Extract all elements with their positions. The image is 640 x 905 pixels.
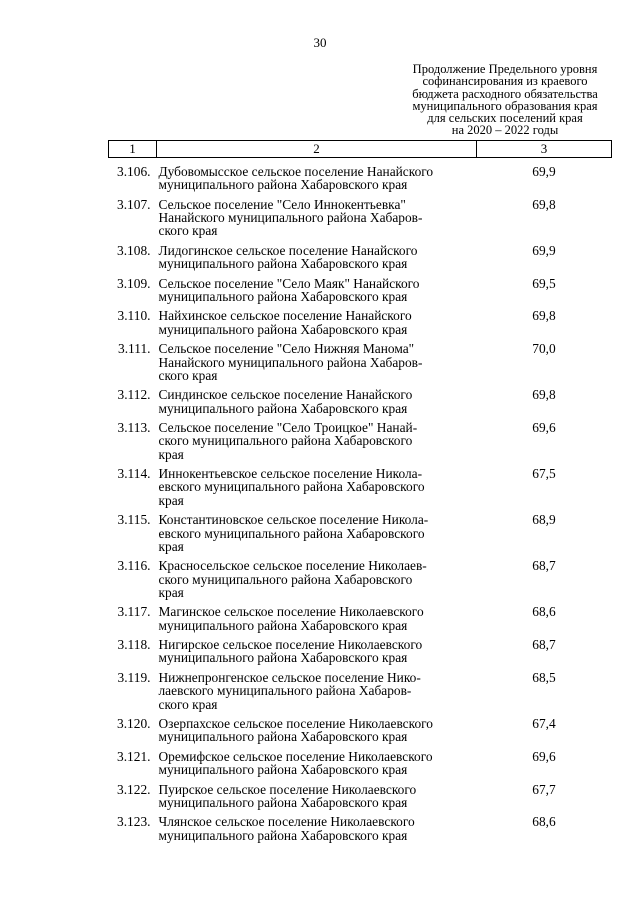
cofinancing-value: 69,8 <box>532 387 556 403</box>
settlement-name <box>157 342 477 388</box>
settlement-name-line: Сельское поселение "Село Троицкое" Нанай- <box>158 420 418 436</box>
row-number: 3.123. <box>117 814 151 830</box>
row-number: 3.121. <box>117 748 151 764</box>
row-number: 3.120. <box>117 716 151 732</box>
table-row <box>109 559 612 605</box>
row-number: 3.107. <box>117 196 151 212</box>
settlement-name-line: Нанайского муниципального района Хабаров- <box>158 354 423 370</box>
settlement-name <box>157 198 477 244</box>
table-row <box>109 158 612 198</box>
settlement-name-line: Сельское поселение "Село Маяк" Нанайского <box>158 275 420 291</box>
cofinancing-value: 68,5 <box>532 669 556 685</box>
table-row <box>109 309 612 342</box>
settlement-name-line: муниципального района Хабаровского края <box>158 321 408 337</box>
settlement-name <box>157 388 477 421</box>
caption-line: софинансирования из краевого <box>422 74 588 89</box>
settlement-name-line: муниципального района Хабаровского края <box>158 729 408 745</box>
allocation-table <box>108 140 612 848</box>
settlement-name <box>157 815 477 848</box>
settlement-name-line: Сельское поселение "Село Иннокентьевка" <box>158 196 406 212</box>
caption-line: на 2020 – 2022 годы <box>451 123 559 138</box>
settlement-name-line: края <box>158 584 184 600</box>
settlement-name-line: муниципального района Хабаровского края <box>158 256 408 272</box>
settlement-name-line: Нигирское сельское поселение Николаевского <box>158 637 423 653</box>
cofinancing-value: 69,6 <box>532 748 556 764</box>
table-header-row <box>109 141 612 158</box>
settlement-name <box>157 277 477 310</box>
table-caption <box>390 63 620 137</box>
row-number: 3.118. <box>117 637 151 653</box>
settlement-name <box>157 158 477 198</box>
row-number: 3.122. <box>117 781 151 797</box>
settlement-name-line: муниципального района Хабаровского края <box>158 177 408 193</box>
header-col-number: 1 <box>109 141 157 158</box>
settlement-name-line: Сельское поселение "Село Нижняя Манома" <box>158 341 415 357</box>
settlement-name-line: Найхинское сельское поселение Нанайского <box>158 308 412 324</box>
row-number: 3.116. <box>117 558 151 574</box>
header-col-value: 3 <box>477 141 612 158</box>
row-number: 3.114. <box>117 466 151 482</box>
settlement-name <box>157 605 477 638</box>
settlement-name-line: муниципального района Хабаровского края <box>158 288 408 304</box>
table-row <box>109 244 612 277</box>
settlement-name-line: Синдинское сельское поселение Нанайского <box>158 387 413 403</box>
cofinancing-value: 68,6 <box>532 604 556 620</box>
settlement-name-line: муниципального района Хабаровского края <box>158 650 408 666</box>
settlement-name-line: Пуирское сельское поселение Николаевского <box>158 781 417 797</box>
table-row <box>109 388 612 421</box>
cofinancing-value: 69,8 <box>532 196 556 212</box>
settlement-name-line: ского муниципального района Хабаровского <box>158 571 413 587</box>
settlement-name <box>157 717 477 750</box>
cofinancing-value: 69,5 <box>532 275 556 291</box>
cofinancing-value: 70,0 <box>532 341 556 357</box>
cofinancing-value: 68,9 <box>532 512 556 528</box>
settlement-name-line: муниципального района Хабаровского края <box>158 762 408 778</box>
settlement-name-line: муниципального района Хабаровского края <box>158 400 408 416</box>
table-row <box>109 277 612 310</box>
settlement-name-line: Члянское сельское поселение Николаевского <box>158 814 415 830</box>
settlement-name-line: Оремифское сельское поселение Николаевского <box>158 748 433 764</box>
cofinancing-value: 69,9 <box>532 242 556 258</box>
row-number: 3.111. <box>118 341 151 357</box>
settlement-name <box>157 750 477 783</box>
row-number: 3.115. <box>117 512 151 528</box>
settlement-name-line: ского края <box>158 367 218 383</box>
row-number: 3.108. <box>117 242 151 258</box>
row-number: 3.117. <box>117 604 151 620</box>
table-row <box>109 467 612 513</box>
caption-line: муниципального образования края <box>412 98 598 113</box>
settlement-name <box>157 513 477 559</box>
table-body <box>109 158 612 849</box>
caption-line: бюджета расходного обязательства <box>412 86 598 101</box>
cofinancing-value: 69,6 <box>532 420 556 436</box>
table-row <box>109 671 612 717</box>
settlement-name-line: евского муниципального района Хабаровского <box>158 525 425 541</box>
settlement-name-line: муниципального района Хабаровского края <box>158 794 408 810</box>
settlement-name-line: края <box>158 446 184 462</box>
header-col-name: 2 <box>157 141 477 158</box>
table-row <box>109 198 612 244</box>
settlement-name-line: Нанайского муниципального района Хабаров- <box>158 210 423 226</box>
cofinancing-value: 69,8 <box>532 308 556 324</box>
settlement-name-line: муниципального района Хабаровского края <box>158 617 408 633</box>
settlement-name-line: Озерпахское сельское поселение Николаевского <box>158 716 433 732</box>
table-row <box>109 638 612 671</box>
table-row <box>109 717 612 750</box>
settlement-name <box>157 421 477 467</box>
row-number: 3.106. <box>117 164 151 179</box>
settlement-name <box>157 309 477 342</box>
settlement-name <box>157 671 477 717</box>
table-row <box>109 513 612 559</box>
settlement-name-line: Магинское сельское поселение Николаевского <box>158 604 424 620</box>
table-row <box>109 783 612 816</box>
table-row <box>109 750 612 783</box>
settlement-name-line: Иннокентьевское сельское поселение Никола- <box>158 466 423 482</box>
table-row <box>109 815 612 848</box>
settlement-name <box>157 638 477 671</box>
row-number: 3.109. <box>117 275 151 291</box>
settlement-name-line: края <box>158 538 184 554</box>
settlement-name-line: Константиновское сельское поселение Никола- <box>158 512 429 528</box>
settlement-name-line: ского муниципального района Хабаровского <box>158 433 413 449</box>
cofinancing-value: 69,9 <box>532 164 556 179</box>
settlement-name-line: ского края <box>158 223 218 239</box>
page-number: 30 <box>313 35 327 50</box>
settlement-name-line: Нижнепронгенское сельское поселение Нико- <box>158 669 421 685</box>
settlement-name-line: края <box>158 492 184 508</box>
row-number: 3.119. <box>117 669 151 685</box>
settlement-name-line: Лидогинское сельское поселение Нанайского <box>158 242 418 258</box>
cofinancing-value: 68,6 <box>532 814 556 830</box>
settlement-name <box>157 783 477 816</box>
cofinancing-value: 67,5 <box>532 466 556 482</box>
table-row <box>109 342 612 388</box>
caption-line: для сельских поселений края <box>427 111 583 126</box>
table-row <box>109 605 612 638</box>
row-number: 3.110. <box>117 308 151 324</box>
settlement-name-line: Красносельское сельское поселение Николаев- <box>158 558 427 574</box>
settlement-name <box>157 559 477 605</box>
settlement-name-line: лаевского муниципального района Хабаров- <box>158 683 412 699</box>
settlement-name-line: ского края <box>158 696 218 712</box>
caption-line: Продолжение Предельного уровня <box>412 62 598 76</box>
settlement-name <box>157 244 477 277</box>
settlement-name-line: муниципального района Хабаровского края <box>158 827 408 843</box>
cofinancing-value: 68,7 <box>532 558 556 574</box>
row-number: 3.113. <box>117 420 151 436</box>
cofinancing-value: 68,7 <box>532 637 556 653</box>
settlement-name-line: евского муниципального района Хабаровского <box>158 479 425 495</box>
settlement-name <box>157 467 477 513</box>
cofinancing-value: 67,4 <box>532 716 556 732</box>
row-number: 3.112. <box>117 387 151 403</box>
cofinancing-value: 67,7 <box>532 781 556 797</box>
table-row <box>109 421 612 467</box>
settlement-name-line: Дубовомысское сельское поселение Нанайского <box>158 164 434 179</box>
